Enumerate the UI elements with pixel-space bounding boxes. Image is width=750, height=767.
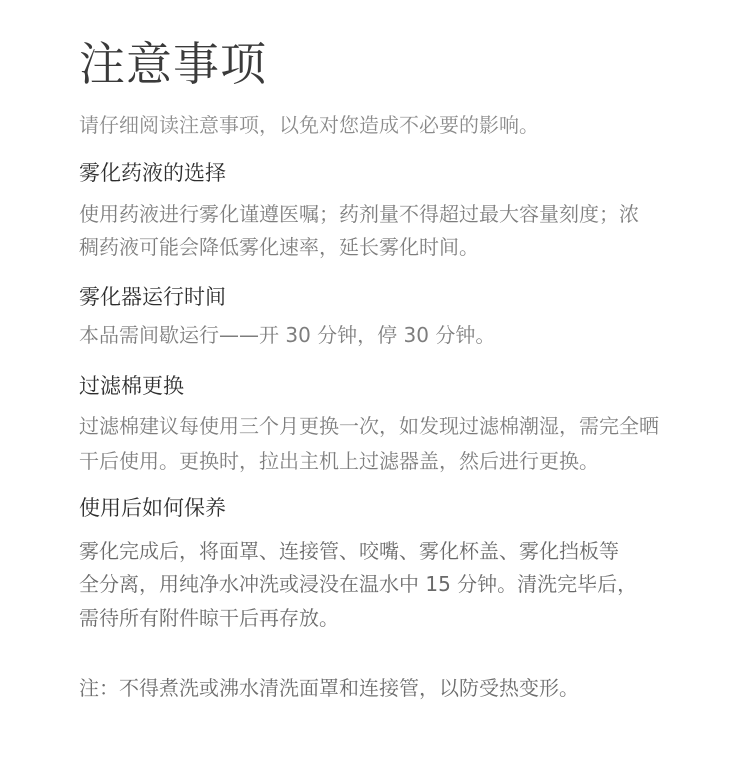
section-text-line: 需待所有附件晾干后再存放。 [79, 606, 339, 630]
section-text-line: 本品需间歇运行——开 30 分钟，停 30 分钟。 [79, 323, 496, 347]
page-title: 注意事项 [79, 37, 267, 91]
section-text-line: 过滤棉建议每使用三个月更换一次，如发现过滤棉潮湿，需完全晒 [79, 414, 659, 438]
section-heading-filter-replacement: 过滤棉更换 [79, 374, 184, 398]
section-text-line: 雾化完成后，将面罩、连接管、咬嘴、雾化杯盖、雾化挡板等 [79, 539, 619, 563]
section-text-line: 全分离，用纯净水冲洗或浸没在温水中 15 分钟。清洗完毕后， [79, 572, 638, 596]
section-text-line: 使用药液进行雾化谨遵医嘱；药剂量不得超过最大容量刻度；浓 [79, 202, 639, 226]
section-text-line: 干后使用。更换时，拉出主机上过滤器盖，然后进行更换。 [79, 449, 599, 473]
section-heading-run-time: 雾化器运行时间 [79, 285, 226, 309]
section-text-line: 稠药液可能会降低雾化速率，延长雾化时间。 [79, 235, 479, 259]
warning-note: 注：不得煮洗或沸水清洗面罩和连接管，以防受热变形。 [79, 676, 579, 700]
intro-text: 请仔细阅读注意事项，以免对您造成不必要的影响。 [79, 113, 539, 137]
section-heading-maintenance: 使用后如何保养 [79, 496, 226, 520]
section-heading-liquid-selection: 雾化药液的选择 [79, 161, 226, 185]
